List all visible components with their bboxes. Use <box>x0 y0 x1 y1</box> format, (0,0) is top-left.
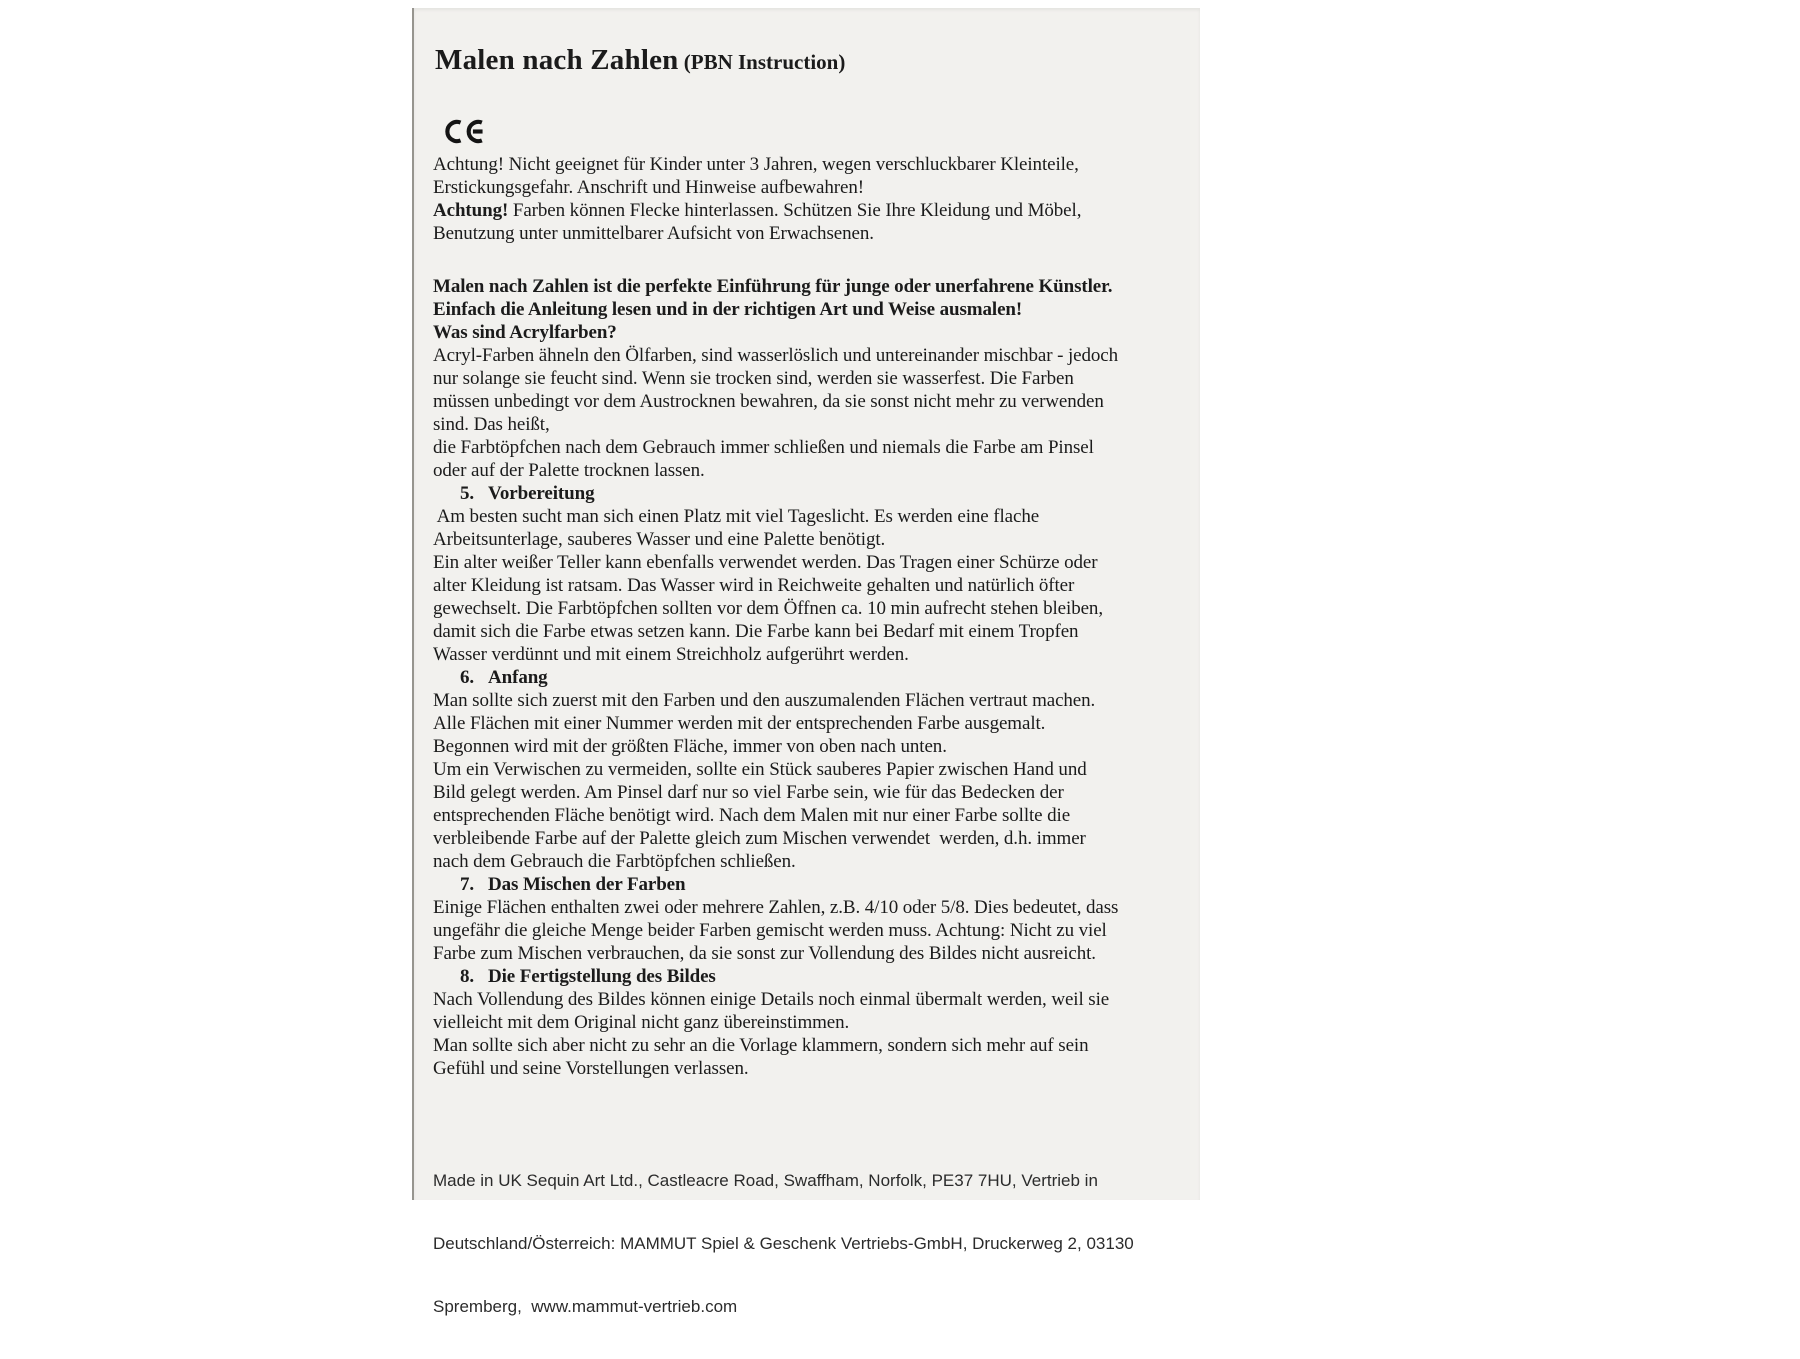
text-segment: damit sich die Farbe etwas setzen kann. Die Farbe kann bei Bedarf mit einem Tropfen <box>433 621 1079 642</box>
text-line <box>433 275 1200 298</box>
text-segment: nach dem Gebrauch die Farbtöpfchen schließen. <box>433 851 796 872</box>
text-segment: Farben können Flecke hinterlassen. Schützen Sie Ihre Kleidung und Möbel, <box>508 200 1082 221</box>
text-segment: Farbe zum Mischen verbrauchen, da sie sonst zur Vollendung des Bildes nicht ausreicht. <box>433 943 1096 964</box>
bold-text-segment: Was sind Acrylfarben? <box>433 322 617 343</box>
text-segment: Begonnen wird mit der größten Fläche, immer von oben nach unten. <box>433 736 947 757</box>
footer-line: Made in UK Sequin Art Ltd., Castleacre Road, Swaffham, Norfolk, PE37 7HU, Vertrieb in <box>433 1171 1098 1190</box>
text-segment: nur solange sie feucht sind. Wenn sie trocken sind, werden sie wasserfest. Die Farben <box>433 368 1074 389</box>
text-line <box>433 988 1200 1011</box>
text-line <box>433 781 1200 804</box>
section-heading <box>460 666 1200 689</box>
text-line <box>433 689 1200 712</box>
text-segment: Bild gelegt werden. Am Pinsel darf nur so viel Farbe sein, wie für das Bedecken der <box>433 782 1064 803</box>
text-segment: Man sollte sich aber nicht zu sehr an die Vorlage klammern, sondern sich mehr auf sein <box>433 1035 1089 1056</box>
text-segment: Benutzung unter unmittelbarer Aufsicht von Erwachsenen. <box>433 223 874 244</box>
text-line <box>433 850 1200 873</box>
text-segment: verbleibende Farbe auf der Palette gleich zum Mischen verwendet werden, d.h. immer <box>433 828 1086 849</box>
text-line <box>433 528 1200 551</box>
section-heading <box>460 965 1200 988</box>
footer-line: Spremberg, www.mammut-vertrieb.com <box>433 1297 738 1316</box>
text-segment: Acryl-Farben ähneln den Ölfarben, sind wasserlöslich und untereinander mischbar - jedoch <box>433 345 1118 366</box>
text-segment: Erstickungsgefahr. Anschrift und Hinweise aufbewahren! <box>433 177 864 198</box>
text-segment: Um ein Verwischen zu vermeiden, sollte ein Stück sauberes Papier zwischen Hand und <box>433 759 1087 780</box>
text-line <box>433 413 1200 436</box>
text-line <box>433 1034 1200 1057</box>
bold-text-segment: Achtung! <box>433 200 509 221</box>
page-title-suffix: (PBN Instruction) <box>678 50 846 74</box>
text-segment: Einige Flächen enthalten zwei oder mehrere Zahlen, z.B. 4/10 oder 5/8. Dies bedeutet, dass <box>433 897 1119 918</box>
bold-text-segment: Malen nach Zahlen ist die perfekte Einführung für junge oder unerfahrene Künstler. <box>433 276 1113 297</box>
text-line <box>433 344 1200 367</box>
text-line <box>433 712 1200 735</box>
text-line <box>433 1057 1200 1080</box>
text-segment: oder auf der Palette trocknen lassen. <box>433 460 705 481</box>
text-segment: vielleicht mit dem Original nicht ganz übereinstimmen. <box>433 1012 850 1033</box>
text-segment: Ein alter weißer Teller kann ebenfalls verwendet werden. Das Tragen einer Schürze oder <box>433 552 1098 573</box>
text-line <box>433 735 1200 758</box>
bold-text-segment: 8. Die Fertigstellung des Bildes <box>460 966 716 987</box>
bold-text-segment: Einfach die Anleitung lesen und in der richtigen Art und Weise ausmalen! <box>433 299 1023 320</box>
text-segment: Am besten sucht man sich einen Platz mit viel Tageslicht. Es werden eine flache <box>433 506 1040 527</box>
text-segment: Nach Vollendung des Bildes können einige Details noch einmal übermalt werden, weil sie <box>433 989 1110 1010</box>
text-line <box>433 93 1200 176</box>
paragraph-spacer <box>433 245 1200 275</box>
text-line <box>433 919 1200 942</box>
text-line <box>433 942 1200 965</box>
document-content <box>414 8 1200 1359</box>
section-heading <box>460 482 1200 505</box>
document-footer <box>433 1128 1200 1359</box>
text-line <box>433 298 1200 321</box>
bold-text-segment: 5. Vorbereitung <box>460 483 595 504</box>
text-line <box>433 643 1200 666</box>
text-line <box>433 321 1200 344</box>
text-line <box>433 367 1200 390</box>
text-line <box>433 222 1200 245</box>
text-segment: sind. Das heißt, <box>433 414 550 435</box>
text-segment: Wasser verdünnt und mit einem Streichholz aufgerührt werden. <box>433 644 909 665</box>
document-page <box>412 8 1200 1316</box>
text-segment: gewechselt. Die Farbtöpfchen sollten vor dem Öffnen ca. 10 min aufrecht stehen bleiben, <box>433 598 1103 619</box>
ce-mark-icon <box>442 116 486 153</box>
document-body <box>433 93 1200 1080</box>
text-line <box>433 758 1200 781</box>
text-segment: müssen unbedingt vor dem Austrocknen bewahren, da sie sonst nicht mehr zu verwenden <box>433 391 1104 412</box>
text-line <box>433 436 1200 459</box>
text-line <box>433 1011 1200 1034</box>
text-line <box>433 199 1200 222</box>
text-line <box>433 459 1200 482</box>
bold-text-segment: 7. Das Mischen der Farben <box>460 874 686 895</box>
text-segment: Arbeitsunterlage, sauberes Wasser und eine Palette benötigt. <box>433 529 886 550</box>
text-line <box>433 896 1200 919</box>
text-line <box>433 620 1200 643</box>
text-segment: entsprechenden Fläche benötigt wird. Nach dem Malen mit nur einer Farbe sollte die <box>433 805 1071 826</box>
text-line <box>433 176 1200 199</box>
text-segment: Man sollte sich zuerst mit den Farben und den auszumalenden Flächen vertraut machen. <box>433 690 1096 711</box>
text-line <box>433 551 1200 574</box>
text-segment: alter Kleidung ist ratsam. Das Wasser wird in Reichweite gehalten und natürlich öfter <box>433 575 1075 596</box>
section-heading <box>460 873 1200 896</box>
text-segment: ungefähr die gleiche Menge beider Farben gemischt werden muss. Achtung: Nicht zu viel <box>433 920 1107 941</box>
text-line <box>433 597 1200 620</box>
text-line <box>433 505 1200 528</box>
text-segment: Alle Flächen mit einer Nummer werden mit der entsprechenden Farbe ausgemalt. <box>433 713 1046 734</box>
text-line <box>433 804 1200 827</box>
bold-text-segment: 6. Anfang <box>460 667 548 688</box>
text-segment: Gefühl und seine Vorstellungen verlassen. <box>433 1058 749 1079</box>
text-segment: die Farbtöpfchen nach dem Gebrauch immer schließen und niemals die Farbe am Pinsel <box>433 437 1094 458</box>
footer-line: Deutschland/Österreich: MAMMUT Spiel & Geschenk Vertriebs-GmbH, Druckerweg 2, 03130 <box>433 1234 1134 1253</box>
text-line <box>433 827 1200 850</box>
text-segment: Achtung! Nicht geeignet für Kinder unter 3 Jahren, wegen verschluckbarer Kleinteile, <box>433 154 1079 175</box>
page-title <box>435 44 1200 77</box>
page-title-main: Malen nach Zahlen <box>435 44 679 76</box>
text-line <box>433 390 1200 413</box>
text-line <box>433 574 1200 597</box>
